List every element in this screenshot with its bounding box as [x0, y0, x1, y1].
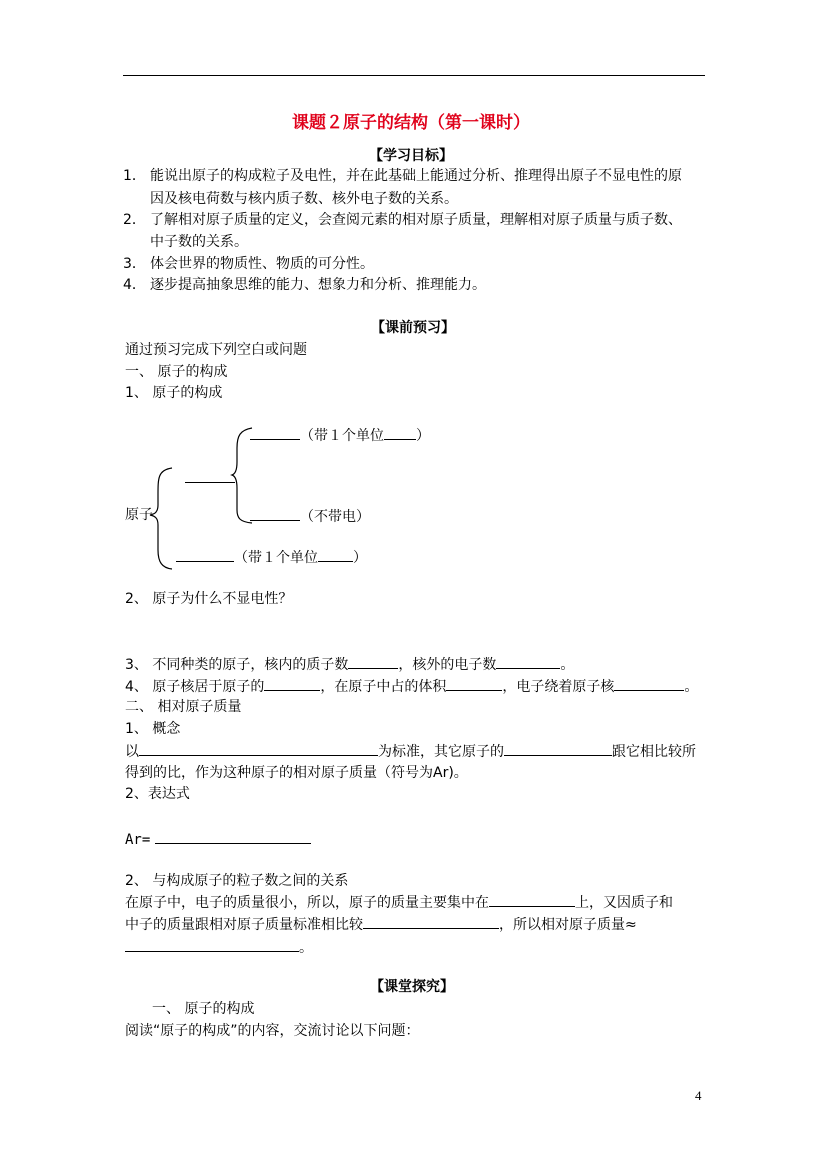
objective-4-num: 4． — [123, 277, 146, 293]
objectives-heading: 【学习目标】 — [369, 148, 453, 164]
blank-electron-charge[interactable] — [318, 547, 353, 562]
classroom-read-instruction: 阅读“原子的构成”的内容，交流讨论以下问题： — [125, 1023, 420, 1039]
diagram-root-atom: 原子 — [125, 507, 153, 523]
blank-q3-protons[interactable] — [348, 654, 398, 669]
diagram-branch-electron: （带１个单位 ） — [176, 547, 367, 568]
classroom-heading: 【课堂探究】 — [370, 979, 454, 995]
blank-q4-volume[interactable] — [446, 676, 502, 691]
objective-4-line1: 逐步提高抽象思维的能力、想象力和分析、推理能力。 — [150, 277, 486, 293]
preview-heading: 【课前预习】 — [371, 320, 455, 336]
diagram-branch-proton: （带１个单位 ） — [250, 425, 430, 446]
blank-expression[interactable] — [155, 829, 311, 844]
blank-concept-mass[interactable] — [504, 741, 612, 756]
question-3: 3、 不同种类的原子，核内的质子数 ，核外的电子数 。 — [125, 654, 574, 675]
blank-proton[interactable] — [250, 425, 300, 440]
relation-line2: 中子的质量跟相对原子质量标准相比较 ，所以相对原子质量≈ — [125, 914, 637, 935]
question-4: 4、 原子核居于原子的 ，在原子中占的体积 ，电子绕着原子核 。 — [125, 676, 698, 697]
objective-3-line1: 体会世界的物质性、物质的可分性。 — [150, 256, 374, 272]
section-relative-mass: 二、 相对原子质量 — [125, 699, 242, 715]
blank-concept-standard[interactable] — [139, 741, 378, 756]
objective-1-line1: 能说出原子的构成粒子及电性，并在此基础上能通过分析、推理得出原子不显电性的原 — [150, 168, 682, 184]
objective-1-num: 1． — [123, 168, 146, 184]
blank-q4-position[interactable] — [264, 676, 320, 691]
objective-2-num: 2． — [123, 212, 146, 228]
concept-label: 1、 概念 — [125, 721, 181, 737]
expression-formula: Ar= — [125, 829, 311, 850]
concept-sentence: 以 为标准，其它原子的 跟它相比较所 — [125, 741, 696, 762]
diagram-branch-neutron: （不带电） — [250, 506, 370, 527]
relation-line1: 在原子中，电子的质量很小，所以，原子的质量主要集中在 上，又因质子和 — [125, 892, 673, 913]
preview-intro: 通过预习完成下列空白或问题 — [125, 342, 307, 358]
objective-2-line2: 中子数的关系。 — [150, 234, 248, 250]
blank-relation-compare[interactable] — [363, 914, 499, 929]
blank-relation-nucleus[interactable] — [489, 892, 575, 907]
blank-q3-electrons[interactable] — [496, 654, 560, 669]
blank-relation-approx[interactable] — [125, 937, 299, 952]
blank-nucleus[interactable] — [185, 468, 235, 489]
relation-line3: 。 — [125, 937, 313, 958]
blank-neutron[interactable] — [250, 506, 300, 521]
blank-proton-charge[interactable] — [384, 425, 416, 440]
objective-3-num: 3． — [123, 256, 146, 272]
blank-electron[interactable] — [176, 547, 234, 562]
blank-q4-motion[interactable] — [614, 676, 684, 691]
section-atom-structure: 一、 原子的构成 — [125, 364, 228, 380]
classroom-section-atom: 一、 原子的构成 — [152, 1001, 255, 1017]
relation-label: 2、 与构成原子的粒子数之间的关系 — [125, 873, 349, 889]
page-number: 4 — [695, 1088, 702, 1103]
objective-2-line1: 了解相对原子质量的定义，会查阅元素的相对原子质量，理解相对原子质量与质子数、 — [150, 212, 682, 228]
page-title: 课题２原子的结构（第一课时） — [292, 113, 530, 133]
expression-label: 2、表达式 — [125, 786, 190, 802]
objective-1-line2: 因及核电荷数与核内质子数、核外电子数的关系。 — [150, 191, 458, 207]
item-atom-structure: 1、 原子的构成 — [125, 385, 223, 401]
question-2: 2、 原子为什么不显电性？ — [125, 591, 293, 607]
concept-sentence-line2: 得到的比，作为这种原子的相对原子质量（符号为Ar)。 — [125, 765, 468, 781]
